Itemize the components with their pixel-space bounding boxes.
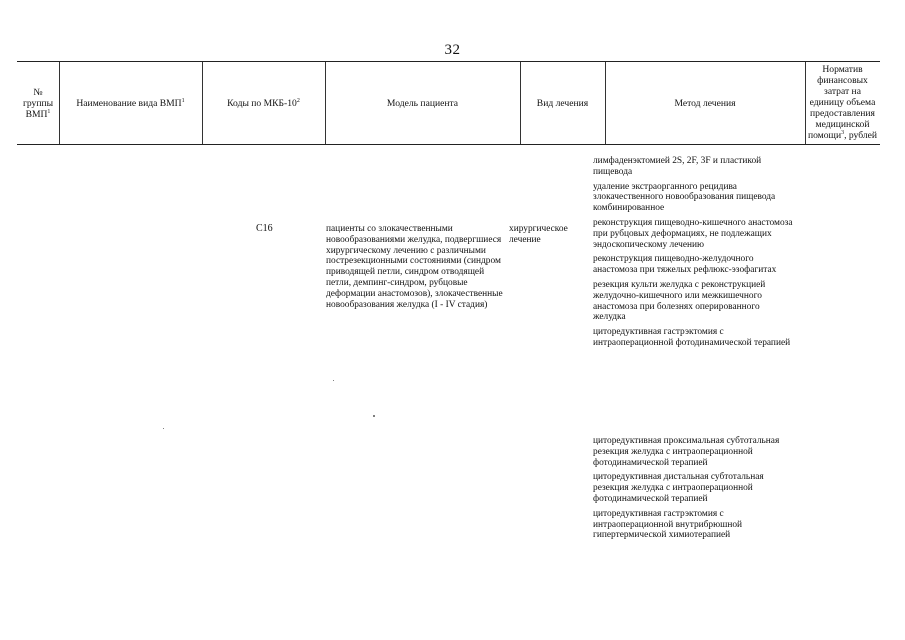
treatment-type-text: хирургическое лечение: [509, 224, 568, 245]
patient-model-text: пациенты со злокачественными новообразованиями желудка, подвергшиеся хирургическому лечению с различными пострезекционными состояниями (синдром приводящей петли, синдром отводящей петли, демпинг-синдром, рубцовые деформации анастомозов), злокачественные новообразования желудка (I - IV стадия): [326, 224, 503, 310]
treatment-method-list-top: [593, 156, 793, 349]
treatment-method-item: реконструкция пищеводно-кишечного анастомоза при рубцовых деформациях, не подлежащих эндоскопическому лечению: [593, 217, 793, 250]
treatment-method-item: циторедуктивная проксимальная субтотальная резекция желудка с интраоперационной фотодинамической терапией: [593, 436, 780, 468]
page-number: 32: [444, 42, 461, 58]
treatment-method-item: реконструкция пищеводно-желудочного анастомоза при тяжелых рефлюкс-эзофагитах: [593, 254, 777, 276]
scan-speck: [333, 380, 334, 381]
footnote-ref: 1: [181, 97, 185, 104]
header-financial-norm: [805, 62, 880, 144]
treatment-method-item: удаление экстраорганного рецидива злокачественного новообразования пищевода комбинированное: [593, 181, 776, 214]
treatment-method-item: циторедуктивная гастрэктомия с интраоперационной фотодинамической терапией: [593, 327, 791, 348]
header-vmp-name: [59, 62, 202, 144]
footnote-ref: 1: [47, 108, 51, 115]
treatment-method-item: лимфаденэктомией 2S, 2F, 3F и пластикой пищевода: [593, 156, 762, 177]
scan-speck: [373, 415, 375, 417]
treatment-method-item: резекция культи желудка с реконструкцией желудочно-кишечного или межкишечного анастомоза при болезнях оперированного желудка: [593, 279, 766, 323]
header-patient-model: Модель пациента: [386, 97, 459, 109]
treatment-method-item: циторедуктивная дистальная субтотальная резекция желудка с интраоперационной фотодинамической терапией: [593, 472, 764, 504]
header-vmp-name-label: Наименование вида ВМП: [76, 97, 182, 109]
header-treatment-type: Вид лечения: [536, 97, 589, 109]
footnote-ref: 3: [841, 129, 845, 136]
header-icd-codes-label: Коды по МКБ-10: [227, 97, 297, 109]
header-group-number-label: № группы ВМП: [22, 86, 54, 120]
treatment-method-list-bottom: [593, 436, 793, 541]
header-icd-codes: [202, 62, 325, 144]
footnote-ref: 2: [296, 97, 300, 104]
scan-speck: [163, 428, 164, 429]
icd-code: C16: [256, 223, 273, 234]
header-financial-norm-unit: , рублей: [844, 130, 878, 141]
header-financial-norm-label: Норматив финансовых затрат на единицу объема предоставления медицинской помощи: [807, 64, 876, 141]
header-treatment-method: Метод лечения: [674, 97, 736, 109]
treatment-method-item: циторедуктивная гастрэктомия с интраоперационной внутрибрюшной гипертермической химиотерапией: [593, 508, 743, 541]
table-header: [17, 61, 880, 145]
header-group-number: [17, 62, 59, 144]
